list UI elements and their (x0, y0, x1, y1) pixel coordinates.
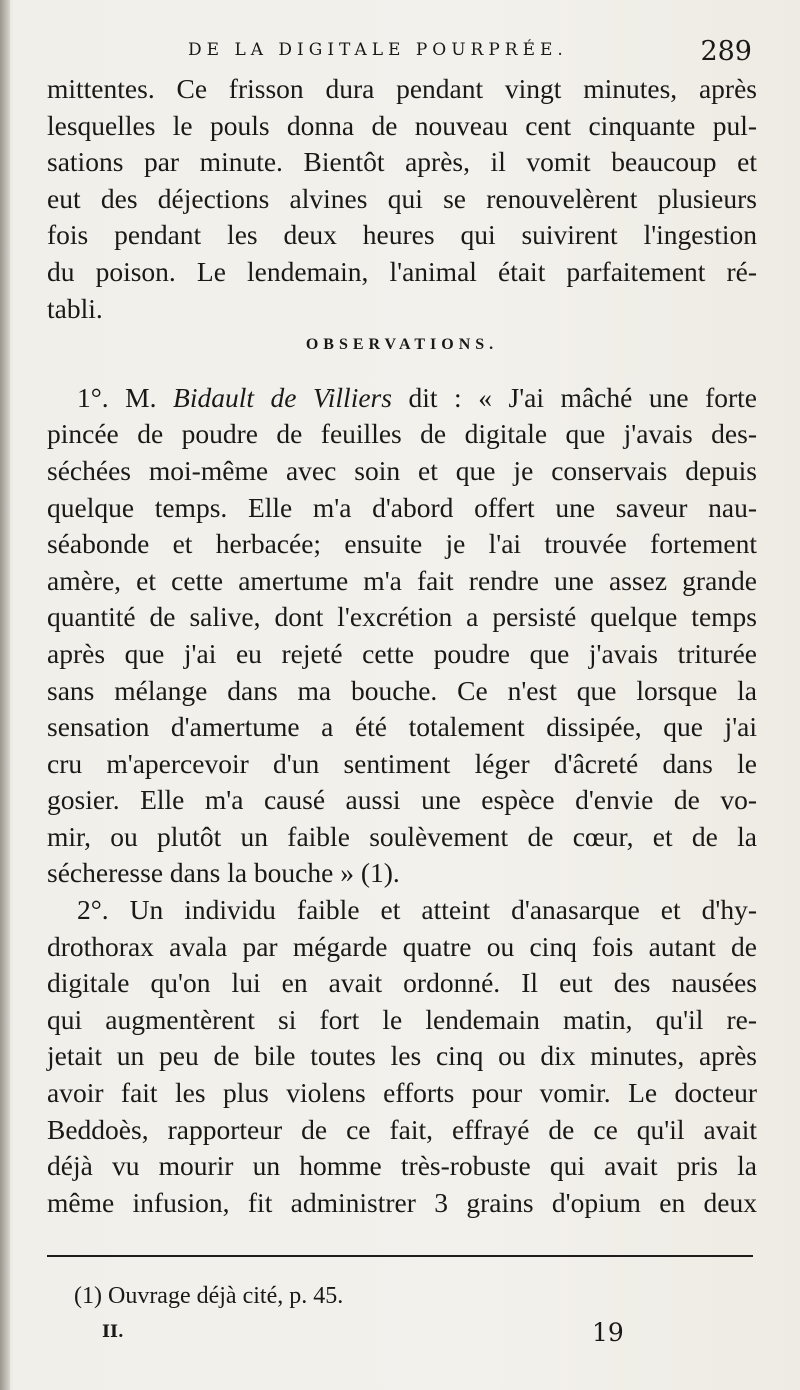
text-line: déjà vu mourir un homme très-robuste qui avait pris la (47, 1150, 757, 1182)
text-line: gosier. Elle m'a causé aussi une espèce d'envie de vo- (47, 784, 757, 816)
text-line: sans mélange dans ma bouche. Ce n'est que lorsque la (47, 674, 757, 706)
observation-1-first-line (47, 380, 757, 417)
text-line: fois pendant les deux heures qui suivirent l'ingestion (47, 219, 757, 251)
page-binding-edge (0, 0, 10, 1390)
footnote: (1) Ouvrage déjà cité, p. 45. (74, 1283, 344, 1309)
text-line: quantité de salive, dont l'excrétion a persisté quelque temps (47, 601, 757, 633)
quote-start: dit : « J'ai mâché une forte (391, 381, 757, 413)
page-number: 289 (700, 36, 752, 67)
text-line: Beddoès, rapporteur de ce fait, effrayé de ce qu'il avait (47, 1113, 757, 1145)
text-line: tabli. (47, 292, 103, 324)
text-line: eut des déjections alvines qui se renouvelèrent plusieurs (47, 182, 757, 214)
gathering-number: 19 (592, 1318, 624, 1347)
author-name: Bidault de Villiers (173, 381, 392, 413)
text-line: sations par minute. Bientôt après, il vomit beaucoup et (47, 146, 757, 178)
text-line: après que j'ai eu rejeté cette poudre que j'avais triturée (47, 637, 757, 669)
text-line: même infusion, fit administrer 3 grains d'opium en deux (47, 1186, 757, 1218)
spacer (47, 364, 757, 380)
text-line: avoir fait les plus violens efforts pour vomir. Le docteur (47, 1077, 757, 1109)
observation-number: 1°. M. (77, 381, 174, 413)
text-line: jetait un peu de bile toutes les cinq ou dix minutes, après (47, 1040, 757, 1072)
text-line: sécheresse dans la bouche » (1). (47, 857, 400, 889)
text-line: séchées moi-même avec soin et que je conservais depuis (47, 454, 757, 486)
page-body (47, 71, 757, 1221)
text-line: pincée de poudre de feuilles de digitale que j'avais des- (47, 418, 757, 450)
running-title: DE LA DIGITALE POURPRÉE. (188, 40, 568, 60)
page-header (48, 36, 760, 76)
text-line: qui augmentèrent si fort le lendemain matin, qu'il re- (47, 1003, 757, 1035)
text-line: mittentes. Ce frisson dura pendant vingt minutes, après (47, 73, 757, 104)
text-line: drothorax avala par mégarde quatre ou cinq fois autant de (47, 930, 757, 962)
text-line: mir, ou plutôt un faible soulèvement de cœur, et de la (47, 820, 757, 852)
footnote-rule (47, 1255, 753, 1257)
text-line: amère, et cette amertume m'a fait rendre une assez grande (47, 564, 757, 596)
text-line: quelque temps. Elle m'a d'abord offert une saveur nau- (47, 491, 757, 523)
text-line: cru m'apercevoir d'un sentiment léger d'âcreté dans le (47, 747, 757, 779)
text-line: lesquelles le pouls donna de nouveau cent cinquante pul- (47, 109, 757, 141)
signature-mark: II. (102, 1322, 124, 1342)
text-line: séabonde et herbacée; ensuite je l'ai trouvée fortement (47, 528, 757, 560)
section-heading: OBSERVATIONS. (305, 336, 499, 354)
text-line: digitale qu'on lui en avait ordonné. Il eut des nausées (47, 967, 757, 999)
text-line: sensation d'amertume a été totalement dissipée, que j'ai (47, 711, 757, 743)
text-line: du poison. Le lendemain, l'animal était parfaitement ré- (47, 255, 757, 287)
observation-2-first-line: 2°. Un individu faible et atteint d'anasarque et d'hy- (77, 894, 757, 926)
